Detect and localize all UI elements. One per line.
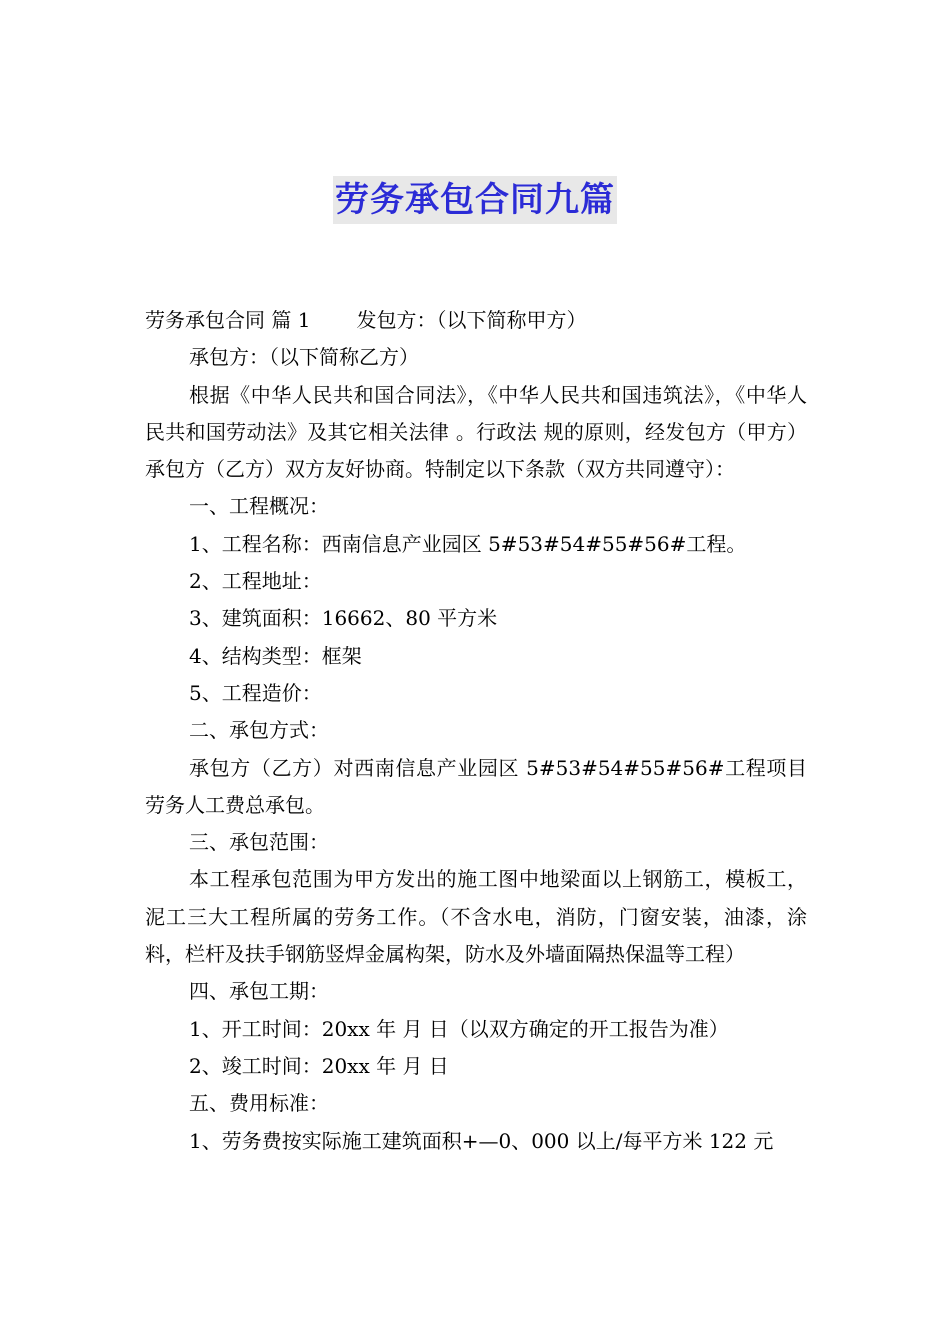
paragraph-8: 5、工程造价：: [189, 680, 322, 705]
paragraph-10: 承包方（乙方）对西南信息产业园区 5#53#54#55#56#工程项目劳务人工费总承包。: [145, 755, 807, 817]
paragraph-15: 2、竣工时间：20xx 年 月 日: [189, 1053, 449, 1078]
document-body: [145, 302, 807, 1160]
paragraph-6: 3、建筑面积：16662、80 平方米: [189, 606, 498, 631]
document-title: 劳务承包合同九篇: [333, 176, 617, 224]
paragraph-7: 4、结构类型：框架: [189, 643, 362, 668]
paragraph-5: 2、工程地址：: [189, 569, 322, 594]
contract-heading: 劳务承包合同 篇 1: [145, 308, 311, 332]
paragraph-2: 根据《中华人民共和国合同法》，《中华人民共和国违筑法》，《中华人民共和国劳动法》及其它相关法律 。行政法 规的原则，经发包方（甲方）承包方（乙方）双方友好协商。特制定以下条款（双方共同遵守）：: [145, 382, 807, 482]
paragraph-14: 1、开工时间：20xx 年 月 日（以双方确定的开工报告为准）: [189, 1016, 729, 1041]
paragraph-4: 1、工程名称：西南信息产业园区 5#53#54#55#56#工程。: [189, 531, 747, 556]
issuer-line: 发包方：（以下简称甲方）: [356, 308, 587, 332]
paragraph-0: [145, 302, 807, 339]
title-wrap: [0, 176, 950, 224]
paragraph-3: 一、工程概况：: [189, 494, 329, 519]
paragraph-13: 四、承包工期：: [189, 979, 329, 1004]
paragraph-16: 五、费用标准：: [189, 1091, 329, 1116]
paragraph-12: 本工程承包范围为甲方发出的施工图中地梁面以上钢筋工，模板工，泥工三大工程所属的劳务工作。（不含水电，消防，门窗安装，油漆，涂料，栏杆及扶手钢筋竖焊金属构架，防水及外墙面隔热保温等工程）: [145, 867, 807, 967]
paragraph-9: 二、承包方式：: [189, 718, 329, 743]
paragraph-17: 1、劳务费按实际施工建筑面积+—0、000 以上/每平方米 122 元: [189, 1128, 774, 1153]
paragraph-1: 承包方：（以下简称乙方）: [189, 345, 419, 370]
paragraph-11: 三、承包范围：: [189, 830, 329, 855]
